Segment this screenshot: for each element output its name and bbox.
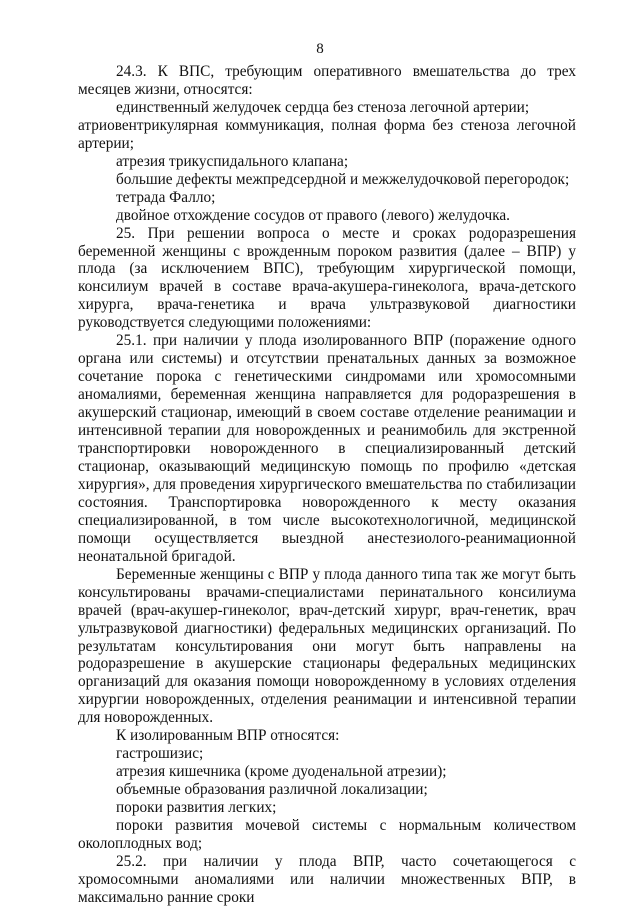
list-item: атрезия кишечника (кроме дуоденальной атрезии); (116, 763, 447, 781)
paragraph-24-3: 24.3. К ВПС, требующим оперативного вмешательства до трех месяцев жизни, относятся: (78, 63, 576, 98)
list-item: объемные образования различной локализации; (116, 781, 428, 799)
list-item: единственный желудочек сердца без стеноза легочной артерии; (116, 98, 530, 116)
list-heading: К изолированным ВПР относятся: (116, 727, 340, 745)
list-item: гастрошизис; (116, 745, 204, 763)
list-item: атрезия трикуспидального клапана; (116, 152, 349, 170)
paragraph-25-1: 25.1. при наличии у плода изолированного ВПР (поражение одного органа или системы) и отсутствии пренатальных данных за возможное сочетание порока с генетическими синдромами или хромосомными аномалиями, беременная женщина направляется для родоразрешения в акушерский стационар, имеющий в своем составе отделение реанимации и интенсивной терапии для новорожденных и реанимобиль для экстренной транспортировки новорожденного в специализированный детский стационар, оказывающий медицинскую помощь по профилю «детская хирургия», для проведения хирургического вмешательства по стабилизации состояния. Транспортировка новорожденного к месту оказания специализированной, в том числе высокотехнологичной, медицинской помощи осуществляется выездной анестезиолого-реанимационной неонатальной бригадой. (78, 332, 576, 565)
list-item: атриовентрикулярная коммуникация, полная форма без стеноза легочной артерии; (78, 116, 576, 152)
document-body (78, 63, 576, 907)
list-item: тетрада Фалло; (116, 188, 216, 206)
list-item: большие дефекты межпредсердной и межжелудочковой перегородок; (116, 170, 570, 188)
paragraph-consultation: Беременные женщины с ВПР у плода данного типа так же могут быть консультированы врачами-специалистами перинатального консилиума врачей (врач-акушер-гинеколог, врач-детский хирург, врач-генетик, врач ультразвуковой диагностики) федеральных медицинских организаций. По результатам консультирования они могут быть направлены на родоразрешение в акушерские стационары федеральных медицинских организаций для оказания помощи новорожденному в условиях отделения хирургии новорожденных, отделения реанимации и интенсивной терапии для новорожденных. (78, 565, 576, 727)
paragraph-25-2: 25.2. при наличии у плода ВПР, часто сочетающегося с хромосомными аномалиями или наличии множественных ВПР, в максимально ранние сроки (78, 852, 576, 906)
page-number: 8 (316, 41, 324, 57)
list-item: пороки развития легких; (116, 799, 277, 817)
list-item: пороки развития мочевой системы с нормальным количеством околоплодных вод; (78, 817, 576, 852)
list-item: двойное отхождение сосудов от правого (левого) желудочка. (116, 206, 511, 224)
paragraph-25: 25. При решении вопроса о месте и сроках родоразрешения беременной женщины с врожденным пороком развития (далее – ВПР) у плода (за исключением ВПС), требующим хирургической помощи, консилиум врачей в составе врача-акушера-гинеколога, врача-детского хирурга, врача-генетика и врача ультразвуковой диагностики руководствуется следующими положениями: (78, 224, 576, 332)
